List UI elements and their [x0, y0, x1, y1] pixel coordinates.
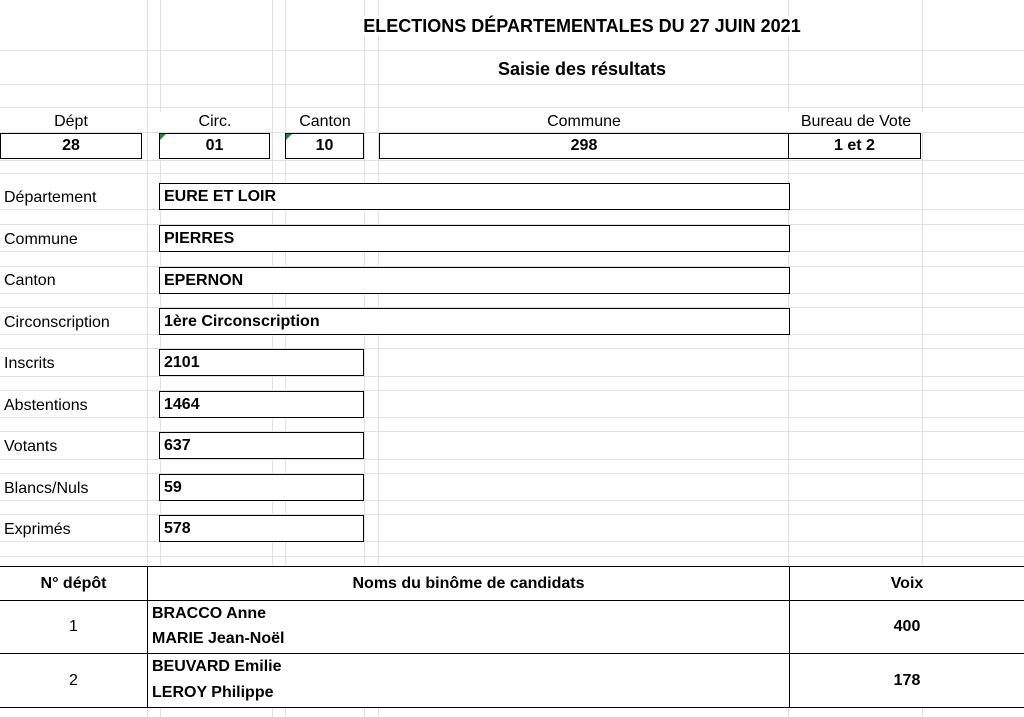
votants-label: Votants: [4, 438, 58, 455]
canton-name-field[interactable]: EPERNON: [159, 267, 790, 294]
row-2-candidate-2: LEROY Philippe: [152, 684, 274, 701]
bureau-code-field[interactable]: 1 et 2: [788, 133, 921, 159]
dept-label: Dépt: [0, 112, 142, 132]
results-table: [0, 566, 1024, 708]
exprimes-label: Exprimés: [4, 521, 71, 538]
circonscription-field[interactable]: 1ère Circonscription: [159, 308, 790, 335]
departement-label: Département: [4, 189, 97, 206]
row-2-candidate-1: BEUVARD Emilie: [152, 658, 282, 675]
cell-comment-marker: [286, 134, 292, 140]
abstentions-field[interactable]: 1464: [159, 391, 364, 418]
blancs-nuls-field[interactable]: 59: [159, 474, 364, 501]
departement-field[interactable]: EURE ET LOIR: [159, 183, 790, 210]
bureau-label: Bureau de Vote: [786, 112, 926, 132]
commune-label: Commune: [380, 112, 788, 132]
canton-name-label: Canton: [4, 272, 56, 289]
commune-code-field[interactable]: 298: [379, 133, 789, 159]
page-subtitle: Saisie des résultats: [430, 59, 734, 79]
row-1-voix: 400: [893, 618, 921, 635]
header-depot: N° dépôt: [40, 574, 107, 592]
row-1-candidate-1: BRACCO Anne: [152, 605, 267, 622]
circ-label: Circ.: [160, 112, 270, 132]
votants-field[interactable]: 637: [159, 432, 364, 459]
canton-label: Canton: [286, 112, 364, 132]
exprimes-field[interactable]: 578: [159, 515, 364, 542]
blancs-nuls-label: Blancs/Nuls: [4, 480, 89, 497]
row-1-candidate-2: MARIE Jean-Noël: [152, 630, 285, 647]
header-candidats: Noms du binôme de candidats: [352, 574, 585, 592]
row-2-depot: 2: [69, 671, 78, 689]
row-1-depot: 1: [69, 618, 78, 635]
page-title: ELECTIONS DÉPARTEMENTALES DU 27 JUIN 2021: [300, 16, 864, 36]
inscrits-label: Inscrits: [4, 355, 55, 372]
canton-code-field[interactable]: 10: [285, 133, 364, 159]
row-2-voix: 178: [893, 671, 921, 689]
inscrits-field[interactable]: 2101: [159, 349, 364, 376]
commune-name-field[interactable]: PIERRES: [159, 225, 790, 252]
dept-code-field[interactable]: 28: [0, 133, 142, 159]
commune-name-label: Commune: [4, 231, 78, 248]
circ-code-field[interactable]: 01: [159, 133, 270, 159]
cell-comment-marker: [160, 134, 166, 140]
header-voix: Voix: [890, 574, 924, 592]
circonscription-label: Circonscription: [4, 314, 110, 331]
abstentions-label: Abstentions: [4, 397, 88, 414]
